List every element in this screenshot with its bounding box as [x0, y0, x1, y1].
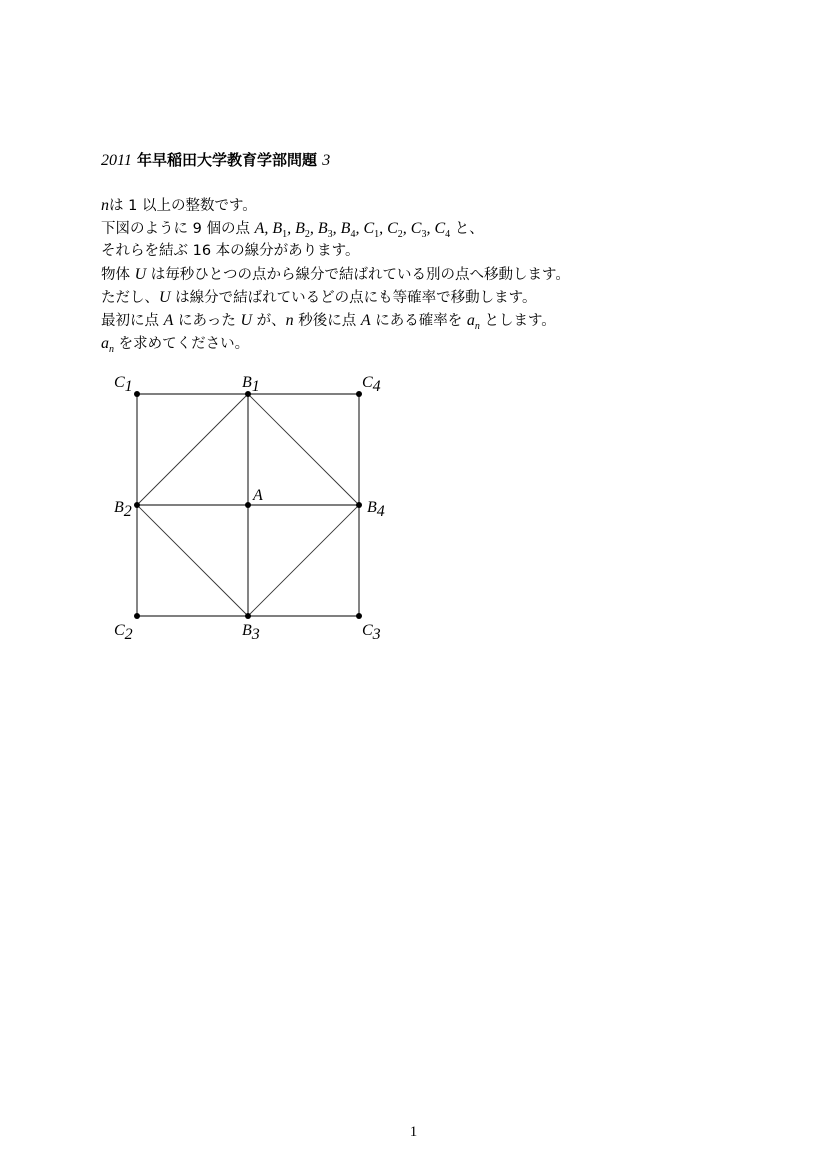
node-a — [245, 502, 251, 508]
label-c2: C2 — [114, 622, 133, 643]
edge-b1-b4 — [248, 394, 359, 505]
node-labels — [114, 374, 385, 643]
edge-b1-b2 — [137, 394, 248, 505]
point-list: A, $B_1$, $B_2$, $B_3$, $B_4$, $C_1$, $C_2$, $C_3$, $C_4$ — [254, 220, 451, 241]
statement-line-6: 最初に点 A にあった U が、n 秒後に点 A にある確率を $a_n$ とします。 — [101, 312, 556, 332]
graph-svg — [100, 365, 400, 655]
problem-title — [101, 149, 330, 170]
node-b4 — [356, 502, 362, 508]
node-c1 — [134, 391, 140, 397]
label-c3: C3 — [362, 622, 381, 643]
label-b2: B2 — [114, 499, 132, 520]
node-b3 — [245, 613, 251, 619]
title-text: 年早稲田大学教育学部問題 — [137, 151, 318, 169]
node-b2 — [134, 502, 140, 508]
node-b1 — [245, 391, 251, 397]
graph-diagram — [100, 365, 400, 659]
label-b1: B1 — [242, 374, 260, 395]
page-number: 1 — [409, 1124, 418, 1140]
node-c3 — [356, 613, 362, 619]
edge-b4-b3 — [248, 505, 359, 616]
label-a: A — [253, 487, 263, 504]
statement-line-2: 下図のように 9 個の点 A, $B_1$, $B_2$, $B_3$, $B_4$, $C_1$, $C_2$, $C_3$, $C_4$ と、 — [101, 220, 484, 241]
node-c4 — [356, 391, 362, 397]
problem-statement — [101, 194, 570, 355]
title-year: 2011 — [101, 152, 132, 169]
label-c4: C4 — [362, 374, 381, 395]
title-number: 3 — [322, 152, 331, 169]
edge-b2-b3 — [137, 505, 248, 616]
statement-line-1: nは 1 以上の整数です。 — [101, 197, 257, 214]
label-c1: C1 — [114, 374, 133, 395]
label-b4: B4 — [367, 499, 385, 520]
label-b3: B3 — [242, 622, 260, 643]
statement-line-5: ただし、U は線分で結ばれているどの点にも等確率で移動します。 — [101, 289, 537, 306]
statement-line-4: 物体 U は毎秒ひとつの点から線分で結ばれている別の点へ移動します。 — [101, 266, 570, 283]
statement-line-7: $a_n$ を求めてください。 — [101, 335, 250, 355]
statement-line-3: それらを結ぶ 16 本の線分があります。 — [101, 243, 360, 259]
node-c2 — [134, 613, 140, 619]
